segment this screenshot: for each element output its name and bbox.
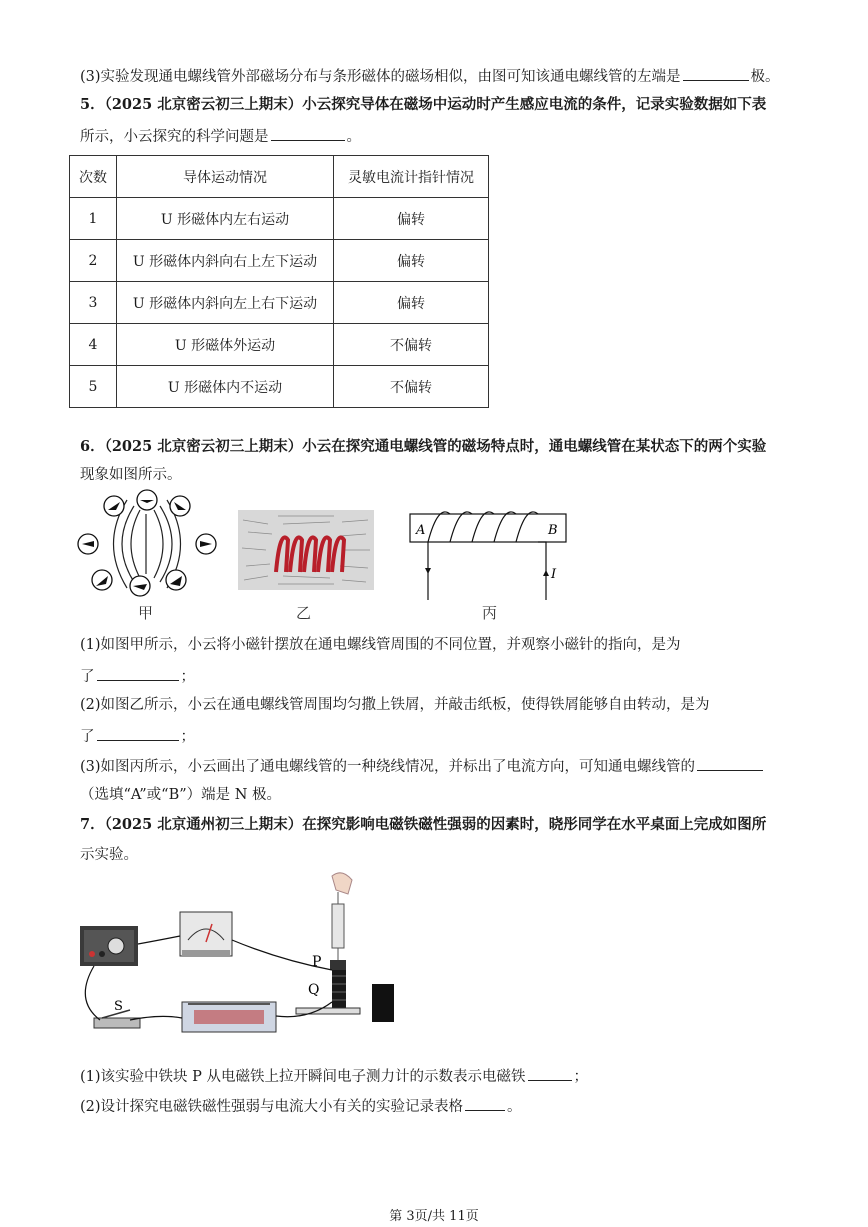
table-cell: U 形磁体内不运动 bbox=[117, 366, 334, 408]
q4-part3-end: 极。 bbox=[750, 69, 780, 85]
q6-part2-text2: 了 bbox=[80, 729, 95, 745]
table-cell: U 形磁体内斜向右上左下运动 bbox=[117, 240, 334, 282]
q6-part2-line2 bbox=[80, 724, 195, 748]
q7-stem-text1: 7．（2025 北京通州初三上期末）在探究影响电磁铁磁性强弱的因素时，晓彤同学在水平桌面上完成如图所 bbox=[80, 816, 767, 833]
q5-stem-text1: 5．（2025 北京密云初三上期末）小云探究导体在磁场中运动时产生感应电流的条件，记录实验数据如下表 bbox=[80, 96, 767, 113]
table-cell: 偏转 bbox=[334, 198, 489, 240]
q6-part1-text2: 了 bbox=[80, 669, 95, 685]
q6-part2-line1 bbox=[80, 694, 710, 716]
q6-stem-text1: 6．（2025 北京密云初三上期末）小云在探究通电螺线管的磁场特点时，通电螺线管在某状态下的两个实验 bbox=[80, 438, 767, 455]
table-row bbox=[70, 324, 489, 366]
q7-part2 bbox=[80, 1094, 522, 1118]
label-current-i: I bbox=[551, 567, 557, 582]
q6-part2-text: (2)如图乙所示，小云在通电螺线管周围均匀撒上铁屑，并敲击纸板，使得铁屑能够自由转动，是为 bbox=[80, 697, 710, 713]
label-a: A bbox=[416, 523, 426, 538]
label-q: Q bbox=[308, 982, 320, 998]
q5-stem-end: 。 bbox=[346, 129, 361, 145]
figure-yi-caption: 乙 bbox=[296, 604, 312, 622]
table-header-cell: 灵敏电流计指针情况 bbox=[334, 156, 489, 198]
q6-stem-line1 bbox=[80, 436, 766, 458]
answer-blank[interactable] bbox=[697, 754, 763, 771]
table-cell: U 形磁体内斜向左上右下运动 bbox=[117, 282, 334, 324]
q7-part1-text: (1)该实验中铁块 P 从电磁铁上拉开瞬间电子测力计的示数表示电磁铁 bbox=[80, 1069, 526, 1085]
figure-yi-iron-filings bbox=[238, 510, 374, 590]
q5-stem-line1 bbox=[80, 94, 766, 116]
q5-stem-line2 bbox=[80, 124, 361, 148]
q6-part3-line1 bbox=[80, 754, 765, 778]
q6-part3-text2: （选填“A”或“B”）端是 N 极。 bbox=[80, 787, 282, 803]
q6-part3-line2 bbox=[80, 784, 281, 806]
q7-part1 bbox=[80, 1064, 588, 1088]
table-cell: 偏转 bbox=[334, 240, 489, 282]
q4-part3-text: (3)实验发现通电螺线管外部磁场分布与条形磁体的磁场相似，由图可知该通电螺线管的左端是 bbox=[80, 69, 681, 85]
answer-blank[interactable] bbox=[97, 664, 179, 681]
table-header-cell: 导体运动情况 bbox=[117, 156, 334, 198]
q5-data-table bbox=[69, 155, 489, 408]
answer-blank[interactable] bbox=[528, 1064, 572, 1081]
q6-part3-text: (3)如图丙所示，小云画出了通电螺线管的一种绕线情况，并标出了电流方向，可知通电螺线管的 bbox=[80, 759, 696, 775]
table-row bbox=[70, 282, 489, 324]
label-p: P bbox=[312, 954, 322, 970]
table-cell: 不偏转 bbox=[334, 324, 489, 366]
table-cell: U 形磁体内左右运动 bbox=[117, 198, 334, 240]
current-arrow-up-icon bbox=[543, 570, 549, 576]
q6-stem-text2: 现象如图所示。 bbox=[80, 467, 182, 483]
answer-blank[interactable] bbox=[271, 124, 345, 141]
q7-part2-end: 。 bbox=[507, 1099, 522, 1115]
table-row bbox=[70, 366, 489, 408]
power-supply-icon bbox=[80, 926, 138, 966]
table-cell: 偏转 bbox=[334, 282, 489, 324]
q4-part3 bbox=[80, 64, 780, 88]
table-header-cell: 次数 bbox=[70, 156, 117, 198]
spare-coil-icon bbox=[372, 984, 394, 1022]
q6-stem-line2 bbox=[80, 464, 182, 486]
answer-blank[interactable] bbox=[465, 1094, 505, 1111]
table-cell: 3 bbox=[70, 282, 117, 324]
table-cell: 1 bbox=[70, 198, 117, 240]
figure-jia-caption: 甲 bbox=[138, 604, 154, 622]
table-header-row bbox=[70, 156, 489, 198]
q6-part2-end: ； bbox=[180, 729, 195, 745]
table-cell: U 形磁体外运动 bbox=[117, 324, 334, 366]
page-footer: 第 3页/共 11页 bbox=[389, 1209, 479, 1224]
rheostat-icon bbox=[182, 1002, 276, 1032]
table-cell: 5 bbox=[70, 366, 117, 408]
figure-bing-caption: 丙 bbox=[482, 604, 498, 622]
figure-jia-compass-field bbox=[72, 488, 222, 600]
figure-bing-solenoid-diagram bbox=[408, 500, 570, 600]
table-cell: 4 bbox=[70, 324, 117, 366]
force-meter-icon bbox=[332, 873, 352, 960]
answer-blank[interactable] bbox=[97, 724, 179, 741]
answer-blank[interactable] bbox=[683, 64, 749, 81]
q6-part1-line1 bbox=[80, 634, 681, 656]
q6-part1-line2 bbox=[80, 664, 195, 688]
q5-stem-text2: 所示，小云探究的科学问题是 bbox=[80, 129, 269, 145]
table-cell: 2 bbox=[70, 240, 117, 282]
q7-part2-text: (2)设计探究电磁铁磁性强弱与电流大小有关的实验记录表格 bbox=[80, 1099, 464, 1115]
table-row bbox=[70, 198, 489, 240]
q6-part1-text: (1)如图甲所示，小云将小磁针摆放在通电螺线管周围的不同位置，并观察小磁针的指向，是为 bbox=[80, 637, 681, 653]
q7-stem-text2: 示实验。 bbox=[80, 847, 138, 863]
label-s: S bbox=[114, 999, 123, 1014]
label-b: B bbox=[548, 523, 558, 538]
figure-electromagnet-experiment bbox=[70, 870, 420, 1050]
table-cell: 不偏转 bbox=[334, 366, 489, 408]
q7-part1-end: ； bbox=[573, 1069, 589, 1085]
q7-stem-line1 bbox=[80, 814, 766, 836]
ammeter-icon bbox=[180, 912, 232, 956]
iron-block-icon bbox=[330, 960, 346, 970]
q6-part1-end: ； bbox=[180, 669, 195, 685]
current-arrow-down-icon bbox=[425, 568, 431, 574]
table-row bbox=[70, 240, 489, 282]
q7-stem-line2 bbox=[80, 844, 138, 866]
